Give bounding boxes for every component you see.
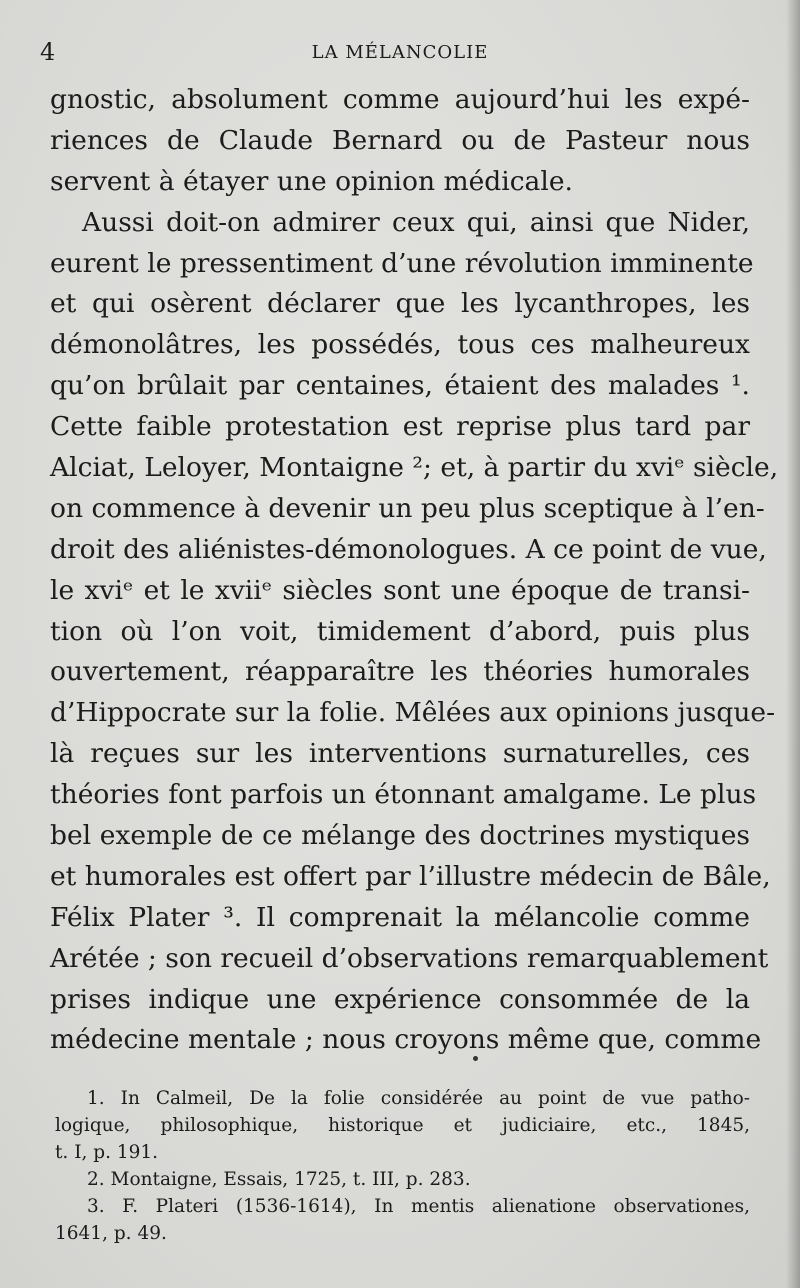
footnote-line: 1641, p. 49.	[55, 1223, 167, 1244]
text-line: riences de Claude Bernard ou de Pasteur nous	[50, 124, 750, 156]
text-line: théories font parfois un étonnant amalgame. Le plus	[50, 779, 757, 811]
text-line: ouvertement, réapparaître les théories humorales	[50, 656, 750, 688]
text-line: bel exemple de ce mélange des doctrines mystiques	[50, 820, 750, 852]
footnote-line: 2. Montaigne, Essais, 1725, t. III, p. 283.	[87, 1169, 471, 1190]
text-line: on commence à devenir un peu plus sceptique à l’en-	[50, 492, 765, 524]
body-text	[50, 80, 779, 1061]
footnote-line: logique, philosophique, historique et judiciaire, etc., 1845,	[55, 1115, 750, 1136]
text-line: prises indique une expérience consommée de la	[50, 983, 750, 1015]
text-line: là reçues sur les interventions surnaturelles, ces	[50, 738, 750, 770]
text-line: Alciat, Leloyer, Montaigne ²; et, à partir du xviᵉ siècle,	[50, 452, 779, 484]
text-line: le xviᵉ et le xviiᵉ siècles sont une époque de transi-	[50, 574, 750, 606]
footnote-line: 3. F. Plateri (1536-1614), In mentis alienatione observationes,	[87, 1196, 750, 1217]
running-head: LA MÉLANCOLIE	[311, 42, 489, 63]
footnotes	[55, 1085, 750, 1247]
text-line: droit des aliénistes-démonologues. A ce point de vue,	[50, 533, 767, 565]
ink-speck	[473, 1056, 478, 1061]
text-line: et qui osèrent déclarer que les lycanthropes, les	[50, 288, 750, 320]
footnote-line: 1. In Calmeil, De la folie considérée au point de vue patho-	[87, 1088, 750, 1109]
text-line: médecine mentale ; nous croyons même que, comme	[50, 1024, 762, 1056]
text-line: démonolâtres, les possédés, tous ces malheureux	[50, 329, 750, 361]
text-line: servent à étayer une opinion médicale.	[50, 165, 573, 197]
text-line: gnostic, absolument comme aujourd’hui les expé-	[50, 84, 750, 115]
text-line: Arétée ; son recueil d’observations remarquablement	[50, 942, 769, 974]
page-header	[0, 38, 800, 68]
text-line: Aussi doit-on admirer ceux qui, ainsi que Nider,	[82, 206, 750, 238]
page-edge-shadow	[786, 0, 800, 1288]
text-line: Félix Plater ³. Il comprenait la mélancolie comme	[50, 901, 750, 933]
text-line: tion où l’on voit, timidement d’abord, puis plus	[50, 615, 750, 647]
page-number: 4	[40, 38, 56, 66]
text-line: qu’on brûlait par centaines, étaient des malades ¹.	[50, 370, 750, 402]
text-line: d’Hippocrate sur la folie. Mêlées aux opinions jusque-	[50, 697, 776, 729]
text-line: eurent le pressentiment d’une révolution imminente	[50, 247, 754, 279]
text-line: Cette faible protestation est reprise plus tard par	[50, 411, 750, 443]
footnote-line: t. I, p. 191.	[55, 1142, 159, 1163]
text-line: et humorales est offert par l’illustre médecin de Bâle,	[50, 860, 771, 892]
